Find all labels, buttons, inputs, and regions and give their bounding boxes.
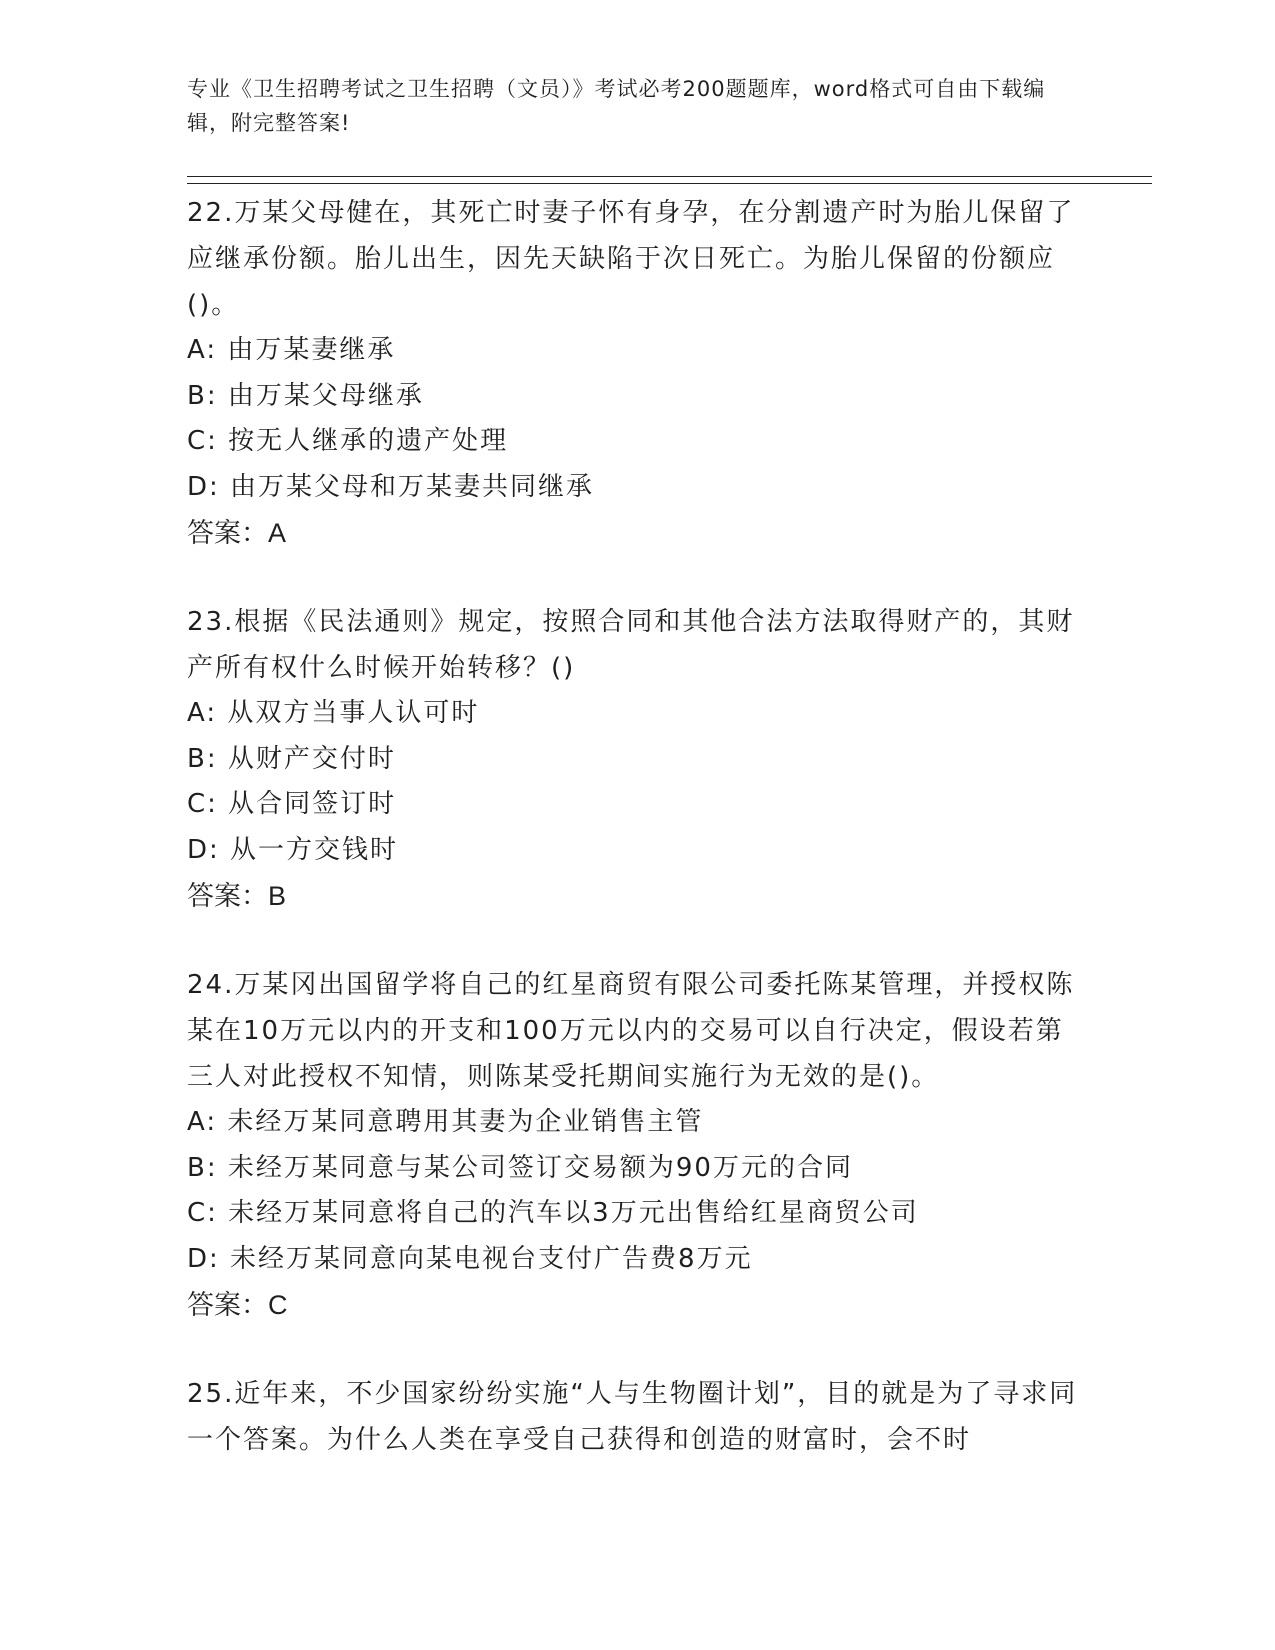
question-25	[187, 1371, 1087, 1463]
option-c: C: 未经万某同意将自己的汽车以3万元出售给红星商贸公司	[187, 1198, 919, 1228]
answer-line: 答案：C	[187, 1290, 288, 1320]
header-divider-bottom	[187, 183, 1152, 184]
answer-line: 答案：B	[187, 881, 287, 911]
option-c: C: 按无人继承的遗产处理	[187, 426, 509, 456]
option-b: B: 从财产交付时	[187, 743, 396, 774]
answer-line: 答案：A	[187, 518, 287, 548]
option-d: D: 由万某父母和万某妻共同继承	[187, 471, 595, 502]
question-22	[187, 190, 1087, 556]
option-d: D: 从一方交钱时	[187, 834, 399, 865]
option-a: A: 从双方当事人认可时	[187, 698, 480, 728]
option-c: C: 从合同签订时	[187, 789, 397, 819]
question-text: 22.万某父母健在，其死亡时妻子怀有身孕，在分割遗产时为胎儿保留了应继承份额。胎儿出生，因先天缺陷于次日死亡。为胎儿保留的份额应()。	[187, 198, 1075, 320]
question-24	[187, 962, 1087, 1328]
option-b: B: 由万某父母继承	[187, 380, 424, 411]
question-23	[187, 599, 1087, 919]
header-divider-top	[187, 176, 1152, 177]
question-list	[187, 190, 1087, 1506]
option-a: A: 未经万某同意聘用其妻为企业销售主管	[187, 1107, 704, 1137]
option-b: B: 未经万某同意与某公司签订交易额为90万元的合同	[187, 1152, 853, 1183]
document-header	[187, 72, 1077, 140]
question-text: 24.万某冈出国留学将自己的红星商贸有限公司委托陈某管理，并授权陈某在10万元以内的开支和100万元以内的交易可以自行决定，假设若第三人对此授权不知情，则陈某受托期间实施行为无效的是()。	[187, 970, 1075, 1092]
option-a: A: 由万某妻继承	[187, 335, 396, 365]
option-d: D: 未经万某同意向某电视台支付广告费8万元	[187, 1243, 753, 1274]
header-text: 专业《卫生招聘考试之卫生招聘（文员）》考试必考200题题库，word格式可自由下载编辑，附完整答案!	[187, 77, 1046, 135]
question-text: 25.近年来，不少国家纷纷实施“人与生物圈计划”，目的就是为了寻求同一个答案。为什么人类在享受自己获得和创造的财富时，会不时	[187, 1379, 1078, 1455]
question-text: 23.根据《民法通则》规定，按照合同和其他合法方法取得财产的，其财产所有权什么时候开始转移？()	[187, 607, 1075, 683]
